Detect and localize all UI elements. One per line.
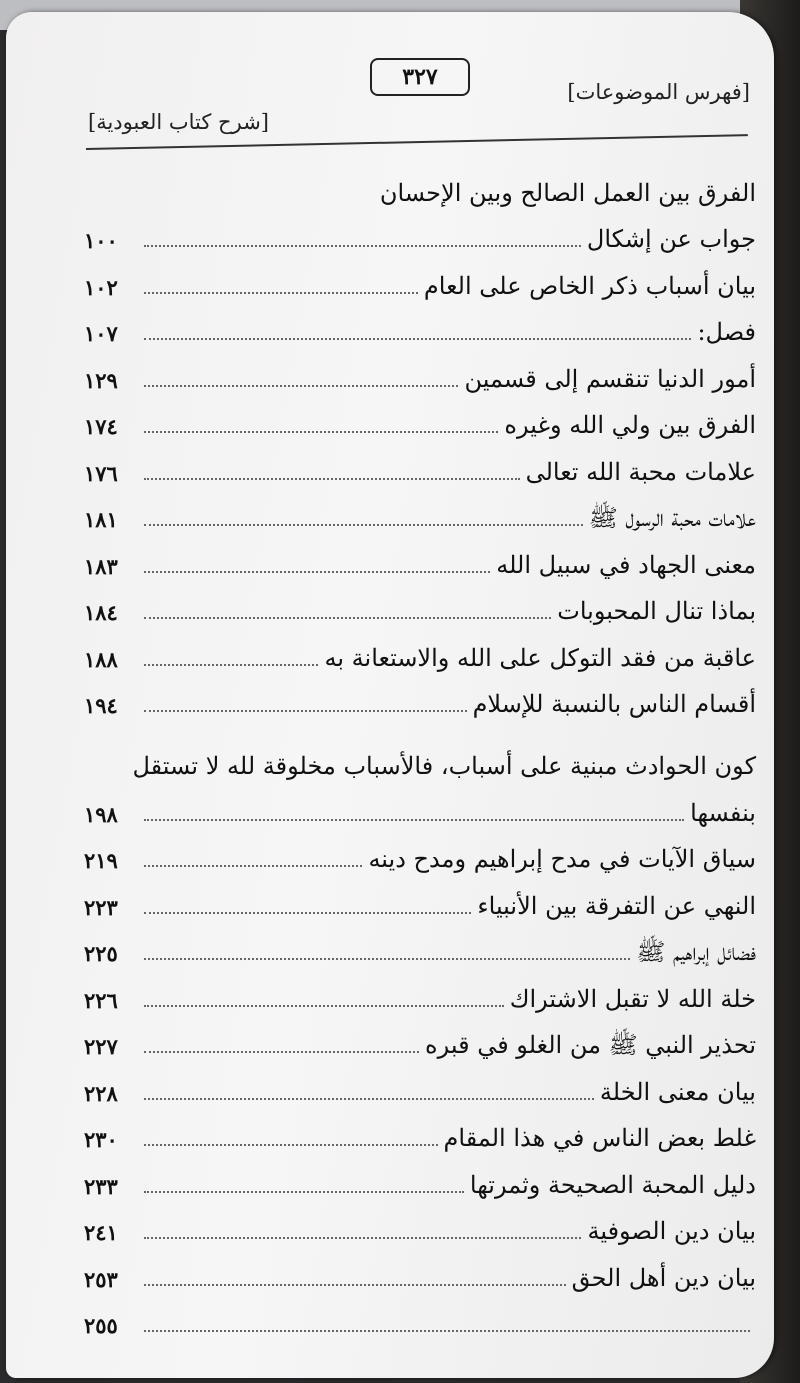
toc-entry-page: ١٨٨	[84, 646, 118, 672]
toc-entry-title: عاقبة من فقد التوكل على الله والاستعانة به	[324, 643, 756, 672]
toc-row	[84, 302, 756, 349]
dot-leader	[144, 571, 490, 573]
toc-row	[84, 255, 756, 302]
toc-row	[84, 534, 756, 581]
toc-entry-title: غلط بعض الناس في هذا المقام	[443, 1124, 756, 1152]
toc-row	[84, 922, 756, 969]
toc-entry-page: ١٨٣	[84, 553, 118, 579]
dot-leader	[144, 865, 362, 867]
toc-entry-page: ٢٣٣	[84, 1173, 118, 1199]
toc-entry-page: ٢١٩	[84, 848, 118, 873]
toc-entry-page: ١٧٦	[84, 460, 118, 486]
toc-entry-page: ١٩٨	[84, 801, 118, 827]
toc-entry-title: أقسام الناس بالنسبة للإسلام	[472, 690, 756, 718]
section-title: [فهرس الموضوعات]	[567, 80, 750, 104]
toc-entry-page: ٢٥٥	[84, 1313, 118, 1338]
dot-leader	[144, 1237, 581, 1239]
toc-entry-title: كون الحوادث مبنية على أسباب، فالأسباب مخلوقة لله لا تستقل	[132, 752, 756, 780]
toc-entry-page: ١٩٤	[84, 693, 118, 718]
toc-entry-title: بيان معنى الخلة	[599, 1077, 756, 1106]
toc-row	[84, 488, 756, 535]
toc-entry-title: النهي عن التفرقة بين الأنبياء	[477, 891, 756, 920]
toc-entry-page: ١٠٧	[84, 321, 118, 346]
toc-row	[84, 1154, 756, 1201]
toc-entry-title: علامات محبة الله تعالى	[525, 457, 756, 486]
toc-entry-title: الفرق بين ولي الله وغيره	[504, 411, 756, 439]
book-title: [شرح كتاب العبودية]	[88, 110, 269, 134]
toc-row	[84, 720, 756, 782]
toc-entry-title: دليل المحبة الصحيحة وثمرتها	[469, 1170, 756, 1199]
toc-row	[84, 674, 756, 721]
toc-entry-title: بنفسها	[690, 798, 756, 827]
toc-row	[84, 1061, 756, 1108]
toc-row	[84, 581, 756, 628]
toc-row	[84, 875, 756, 922]
dot-leader	[144, 617, 551, 619]
toc-row	[84, 968, 756, 1015]
dot-leader	[144, 958, 630, 960]
dot-leader	[144, 1191, 464, 1193]
toc-row	[84, 782, 756, 829]
toc-row	[84, 162, 756, 209]
toc-row	[84, 829, 756, 876]
toc-entry-title: فضائل إبراهيم ﷺ	[636, 938, 756, 966]
toc-entry-title: فصل:	[697, 318, 756, 346]
toc-entry-title: خلة الله لا تقبل الاشتراك	[509, 984, 756, 1013]
toc-row	[84, 1108, 756, 1155]
dot-leader	[144, 292, 418, 294]
dot-leader	[144, 664, 318, 666]
toc-row	[84, 1015, 756, 1062]
toc-entry-page: ٢٢٥	[84, 941, 118, 966]
dot-leader	[144, 524, 583, 526]
toc-entry-page: ٢٥٣	[84, 1266, 118, 1292]
toc-entry-page: ١٨١	[84, 507, 118, 532]
toc-entry-page: ١٠٢	[84, 274, 118, 300]
dot-leader	[144, 431, 498, 433]
dot-leader	[144, 245, 581, 247]
toc-row	[84, 395, 756, 442]
page-number-box: ٣٢٧	[370, 58, 470, 96]
toc-entry-title: علامات محبة الرسول ﷺ	[588, 504, 756, 532]
toc-entry-page: ٢٢٣	[84, 894, 118, 920]
dot-leader	[144, 338, 691, 340]
dot-leader	[144, 478, 520, 480]
toc-entry-page: ١٢٩	[84, 367, 118, 393]
toc-entry-title: بيان دين أهل الحق	[571, 1263, 756, 1292]
dot-leader	[144, 385, 458, 387]
toc-entry-title: تحذير النبي ﷺ من الغلو في قبره	[425, 1031, 756, 1059]
toc-entry-page: ٢٢٦	[84, 987, 118, 1013]
dot-leader	[144, 1098, 594, 1100]
toc-entry-title: معنى الجهاد في سبيل الله	[496, 550, 756, 579]
toc-entry-page: ٢٤١	[84, 1220, 118, 1245]
toc-row	[84, 1201, 756, 1248]
toc-entry-title: بيان أسباب ذكر الخاص على العام	[423, 271, 756, 300]
toc-row	[84, 1294, 756, 1341]
toc-entry-page: ١٧٤	[84, 414, 118, 439]
toc-entry-title: بماذا تنال المحبوبات	[557, 597, 756, 625]
dot-leader	[144, 710, 467, 712]
toc-entry-title: سياق الآيات في مدح إبراهيم ومدح دينه	[368, 845, 756, 873]
toc-row	[84, 1247, 756, 1294]
toc-row	[84, 348, 756, 395]
dot-leader	[144, 1144, 438, 1146]
dot-leader	[144, 1284, 566, 1286]
toc-entry-page: ١٠٠	[84, 228, 118, 253]
toc-entry-page: ٢٢٨	[84, 1080, 118, 1106]
dot-leader	[144, 1051, 419, 1053]
toc-entry-page: ٢٣٠	[84, 1127, 118, 1152]
toc-entry-page: ١٨٤	[84, 600, 118, 625]
dot-leader	[144, 819, 684, 821]
toc-row	[84, 209, 756, 256]
dot-leader	[144, 1330, 750, 1332]
toc-entry-title: الفرق بين العمل الصالح وبين الإحسان	[379, 178, 756, 207]
toc-entry-title: جواب عن إشكال	[586, 225, 756, 253]
toc-row	[84, 441, 756, 488]
dot-leader	[144, 1005, 504, 1007]
table-of-contents	[84, 162, 756, 1340]
toc-entry-page: ٢٢٧	[84, 1034, 118, 1059]
dot-leader	[144, 912, 471, 914]
toc-row	[84, 627, 756, 674]
toc-entry-title: أمور الدنيا تنقسم إلى قسمين	[464, 364, 756, 393]
toc-entry-title: بيان دين الصوفية	[587, 1217, 756, 1245]
